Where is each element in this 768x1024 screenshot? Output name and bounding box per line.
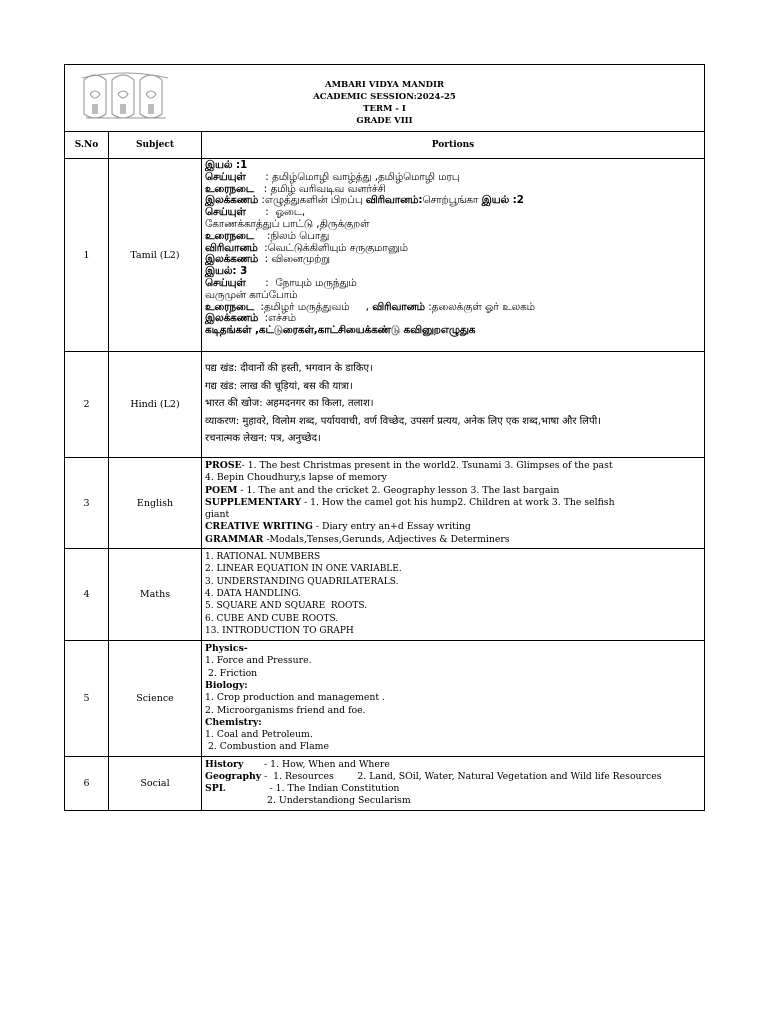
portion-text: 2. LINEAR EQUATION IN ONE VARIABLE. bbox=[205, 564, 402, 575]
portion-text: 1. Force and Pressure. bbox=[205, 655, 312, 667]
portion-heading: செய்யுள் bbox=[205, 276, 246, 289]
portion-text: -Modals,Tenses,Gerunds, Adjectives & Determiners bbox=[263, 533, 510, 545]
table-row bbox=[65, 641, 705, 757]
row-subject: Maths bbox=[109, 549, 202, 641]
portions-table bbox=[64, 64, 705, 811]
portion-heading: Geography bbox=[205, 770, 262, 782]
portion-line bbox=[205, 729, 701, 741]
portion-line bbox=[205, 668, 701, 680]
portion-heading: PROSE bbox=[205, 460, 242, 471]
portion-text: - 1. The ant and the cricket 2. Geography lesson 3. The last bargain bbox=[237, 484, 560, 496]
portion-text: 5. SQUARE AND SQUARE ROOTS. bbox=[205, 601, 368, 612]
portion-text: 3. UNDERSTANDING QUADRILATERALS. bbox=[205, 576, 399, 587]
syllabus-sheet bbox=[64, 64, 704, 811]
column-header-sno: S.No bbox=[65, 132, 109, 159]
row-subject: Social bbox=[109, 756, 202, 810]
portion-text: व्याकरण: मुहावरे, विलोम शब्द, पर्यायवाची, वर्ण विच्छेद, उपसर्ग प्रत्यय, अनेक लिए एक शब्द,भाषा और लिपी। bbox=[205, 415, 602, 427]
portion-text: रचनात्मक लेखन: पत्र, अनुच्छेद। bbox=[205, 433, 321, 444]
portion-text: 4. DATA HANDLING. bbox=[205, 588, 302, 599]
portion-text: 1. Crop production and management . bbox=[205, 692, 386, 704]
portion-text: - 1. The Indian Constitution bbox=[225, 783, 400, 795]
row-sno: 3 bbox=[65, 458, 109, 549]
column-header-portions: Portions bbox=[202, 132, 705, 159]
row-subject: English bbox=[109, 458, 202, 549]
portion-line bbox=[205, 576, 701, 588]
portion-heading: இலக்கணம் bbox=[205, 312, 259, 325]
portion-text: 2. Microorganisms friend and foe. bbox=[205, 704, 366, 716]
portion-line bbox=[205, 643, 701, 655]
portion-heading: கடிதங்கள் ,கட்டுரைகள்,காட்சியைக்கண்டு கவினுறஎழுதுக bbox=[205, 324, 476, 337]
portion-line bbox=[205, 692, 701, 704]
row-sno: 2 bbox=[65, 352, 109, 458]
portion-line bbox=[205, 254, 701, 266]
portion-text: : தமிழ் வரிவடிவ வளர்ச்சி bbox=[253, 182, 386, 195]
portion-text: : நோயும் மருந்தும் bbox=[245, 276, 357, 289]
portion-line bbox=[205, 795, 701, 807]
school-name: AMBARI VIDYA MANDIR bbox=[325, 80, 445, 90]
portion-line bbox=[205, 509, 701, 521]
row-portions bbox=[202, 458, 705, 549]
academic-session: ACADEMIC SESSION:2024-25 bbox=[313, 92, 456, 102]
portion-heading: இலக்கணம் bbox=[205, 253, 259, 266]
portion-text: :வெட்டுக்கிளியும் சருகுமானும் bbox=[257, 241, 408, 254]
portion-heading: இயல்: 3 bbox=[205, 265, 248, 278]
portion-line bbox=[205, 360, 701, 378]
portion-line bbox=[205, 534, 701, 546]
portion-text: :எச்சம் bbox=[258, 312, 296, 325]
portion-line bbox=[205, 771, 701, 783]
portion-line bbox=[205, 395, 701, 413]
portion-line bbox=[205, 378, 701, 396]
portion-heading: செய்யுள் bbox=[205, 206, 246, 219]
portion-line bbox=[205, 783, 701, 795]
grade-label: GRADE VIII bbox=[356, 116, 413, 126]
portion-text: - 1. How the camel got his hump2. Children at work 3. The selfish bbox=[301, 496, 615, 508]
portion-text: भारत की खोज: अहमदनगर का किला, तलाश। bbox=[205, 398, 374, 409]
portion-heading: உரைநடை bbox=[205, 300, 254, 313]
portion-text: :தலைக்குள் ஓர் உலகம் bbox=[424, 300, 535, 313]
portion-text: - Diary entry an+d Essay writing bbox=[312, 521, 471, 533]
portion-line bbox=[205, 600, 701, 612]
portion-text: :எழுத்துகளின் பிறப்பு bbox=[258, 194, 366, 207]
portion-heading: GRAMMAR bbox=[205, 533, 264, 545]
table-row bbox=[65, 756, 705, 810]
row-portions bbox=[202, 549, 705, 641]
table-row bbox=[65, 159, 705, 352]
portion-line bbox=[205, 413, 701, 431]
portion-heading: SPL bbox=[205, 783, 226, 795]
table-row bbox=[65, 352, 705, 458]
portion-heading: POEM bbox=[205, 484, 238, 496]
row-sno: 5 bbox=[65, 641, 109, 757]
portion-line bbox=[205, 497, 701, 509]
school-logo-icon bbox=[80, 70, 170, 125]
portion-text: giant bbox=[205, 509, 230, 521]
portion-heading: Physics- bbox=[205, 643, 248, 655]
row-subject: Science bbox=[109, 641, 202, 757]
portion-line bbox=[205, 325, 701, 337]
portion-heading: இயல் :2 bbox=[481, 194, 524, 207]
portion-line bbox=[205, 625, 701, 637]
portion-line bbox=[205, 485, 701, 497]
row-subject: Tamil (L2) bbox=[109, 159, 202, 352]
row-portions bbox=[202, 159, 705, 352]
portion-text: :நிலம் பொது bbox=[253, 229, 330, 242]
portion-line bbox=[205, 655, 701, 667]
portion-text: 2. Combustion and Flame bbox=[205, 741, 329, 753]
portion-text: 2. Understandiong Secularism bbox=[205, 795, 411, 807]
portion-text: 1. RATIONAL NUMBERS bbox=[205, 552, 321, 563]
portion-heading: CREATIVE WRITING bbox=[205, 521, 313, 533]
portion-text: गद्य खंड: लाख की चूड़ियां, बस की यात्रा। bbox=[205, 380, 353, 392]
portion-line bbox=[205, 472, 701, 484]
portion-line bbox=[205, 563, 701, 575]
row-sno: 1 bbox=[65, 159, 109, 352]
portion-heading: இலக்கணம் bbox=[205, 194, 259, 207]
row-subject: Hindi (L2) bbox=[109, 352, 202, 458]
portion-heading: செய்யுள் bbox=[205, 170, 246, 183]
row-portions bbox=[202, 756, 705, 810]
portion-line bbox=[205, 551, 701, 563]
portion-text: - 1. The best Christmas present in the world2. Tsunami 3. Glimpses of the past bbox=[241, 460, 613, 471]
portion-line bbox=[205, 430, 701, 448]
portion-text: 13. INTRODUCTION TO GRAPH bbox=[205, 625, 354, 636]
portion-line bbox=[205, 588, 701, 600]
term-label: TERM - I bbox=[363, 104, 406, 114]
portion-line bbox=[205, 613, 701, 625]
portion-text: : தமிழ்மொழி வாழ்த்து ,தமிழ்மொழி மரபு bbox=[245, 170, 460, 183]
portion-heading: விரிவானம் bbox=[372, 300, 425, 313]
portion-heading: உரைநடை bbox=[205, 229, 254, 242]
portion-heading: உரைநடை bbox=[205, 182, 254, 195]
row-portions bbox=[202, 352, 705, 458]
portion-text: 6. CUBE AND CUBE ROOTS. bbox=[205, 613, 339, 624]
portion-heading: விரிவானம் bbox=[205, 241, 258, 254]
portion-line bbox=[205, 717, 701, 729]
column-header-subject: Subject bbox=[109, 132, 202, 159]
portion-text: - 1. Resources 2. Land, SOil, Water, Natural Vegetation and Wild life Resources bbox=[261, 770, 662, 782]
portion-text: 1. Coal and Petroleum. bbox=[205, 729, 313, 741]
portion-heading: History bbox=[205, 758, 244, 770]
portion-text: : ஓடை, bbox=[245, 206, 306, 219]
portion-line bbox=[205, 741, 701, 753]
portion-heading: Chemistry: bbox=[205, 716, 262, 728]
portion-text: 2. Friction bbox=[205, 667, 258, 679]
portion-line bbox=[205, 460, 701, 472]
portion-line bbox=[205, 680, 701, 692]
table-row bbox=[65, 549, 705, 641]
portion-text: கோணக்காத்துப் பாட்டு ,திருக்குறள் bbox=[205, 217, 370, 230]
portion-text: :தமிழர் மருத்துவம் , bbox=[253, 300, 373, 313]
portion-text: : வினைமுற்று bbox=[258, 253, 330, 266]
portion-line bbox=[205, 705, 701, 717]
portion-heading: இயல் :1 bbox=[205, 159, 248, 171]
portion-line bbox=[205, 521, 701, 533]
portion-text: வருமுன் காப்போம் bbox=[205, 288, 298, 301]
table-row bbox=[65, 458, 705, 549]
portion-text: - 1. How, When and Where bbox=[243, 758, 390, 770]
portion-heading: SUPPLEMENTARY bbox=[205, 496, 302, 508]
row-sno: 4 bbox=[65, 549, 109, 641]
portion-text: पद्य खंड: दीवानों की हस्ती, भगवान के डाकिए। bbox=[205, 363, 373, 374]
portion-heading: விரிவானம்: bbox=[365, 194, 423, 207]
portion-text: சொற்பூங்கா bbox=[422, 194, 482, 207]
row-sno: 6 bbox=[65, 756, 109, 810]
portion-heading: Biology: bbox=[205, 679, 248, 691]
row-portions bbox=[202, 641, 705, 757]
school-header bbox=[65, 65, 705, 132]
portion-text: 4. Bepin Choudhury,s lapse of memory bbox=[205, 472, 387, 484]
portion-line bbox=[205, 759, 701, 771]
